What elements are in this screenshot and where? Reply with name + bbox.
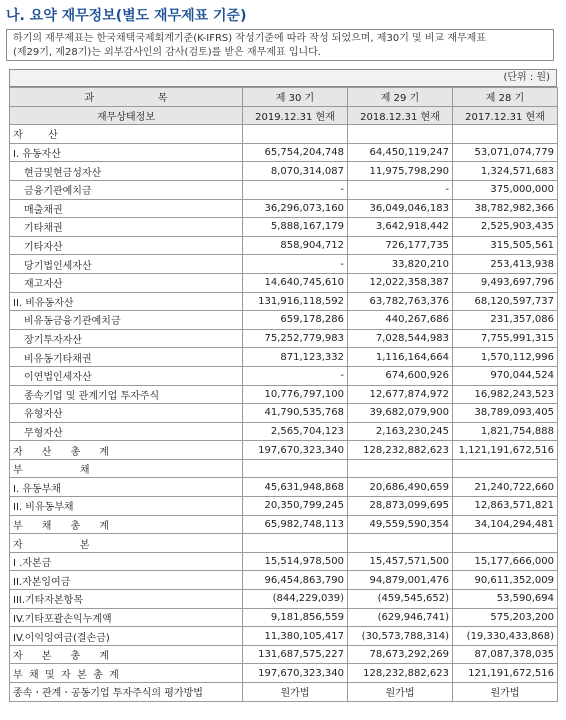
table-row — [10, 404, 558, 423]
table-row — [10, 125, 558, 144]
row-value: 5,888,167,179 — [243, 218, 348, 237]
header-period-30: 제 30 기 — [243, 88, 348, 107]
row-value — [348, 125, 453, 144]
table-row — [10, 683, 558, 702]
table-row — [10, 199, 558, 218]
row-label: 부 채 총 계 — [10, 515, 243, 534]
row-label: 매출채권 — [10, 199, 243, 218]
row-value: 2,163,230,245 — [348, 422, 453, 441]
table-row — [10, 162, 558, 181]
row-value: 11,975,798,290 — [348, 162, 453, 181]
table-row — [10, 273, 558, 292]
row-label: 현금및현금성자산 — [10, 162, 243, 181]
row-label: I .자본금 — [10, 552, 243, 571]
row-value: 53,071,074,779 — [453, 143, 558, 162]
row-value: - — [243, 366, 348, 385]
row-value — [243, 534, 348, 553]
row-value: 15,514,978,500 — [243, 552, 348, 571]
row-label: IV.기타포괄손익누계액 — [10, 608, 243, 627]
table-row — [10, 143, 558, 162]
row-label: 부 채 및 자 본 총 계 — [10, 664, 243, 683]
row-value: 231,357,086 — [453, 311, 558, 330]
row-value: - — [243, 180, 348, 199]
row-value: 674,600,926 — [348, 366, 453, 385]
row-value: 36,049,046,183 — [348, 199, 453, 218]
row-label: III.기타자본항목 — [10, 590, 243, 609]
row-value: 970,044,524 — [453, 366, 558, 385]
row-value — [243, 125, 348, 144]
subheader-row — [10, 106, 558, 125]
row-value: 41,790,535,768 — [243, 404, 348, 423]
row-value: 12,863,571,821 — [453, 497, 558, 516]
header-row — [10, 88, 558, 107]
row-value: 87,087,378,035 — [453, 645, 558, 664]
table-body — [10, 125, 558, 701]
row-label: II.자본잉여금 — [10, 571, 243, 590]
row-value: 78,673,292,269 — [348, 645, 453, 664]
table-row — [10, 608, 558, 627]
row-label: II. 비유동부채 — [10, 497, 243, 516]
notice-line-1: 하기의 재무제표는 한국채택국제회계기준(K-IFRS) 작성기준에 따라 작성 되었으며, 제30기 및 비교 재무제표 — [13, 33, 487, 44]
row-value: 128,232,882,623 — [348, 441, 453, 460]
table-row — [10, 366, 558, 385]
row-value: 53,590,694 — [453, 590, 558, 609]
row-label: I. 유동부채 — [10, 478, 243, 497]
table-row — [10, 180, 558, 199]
row-value: 45,631,948,868 — [243, 478, 348, 497]
row-label: 유형자산 — [10, 404, 243, 423]
row-value: (30,573,788,314) — [348, 627, 453, 646]
row-value: 64,450,119,247 — [348, 143, 453, 162]
notice-line-2: (제29기, 제28기)는 외부감사인의 감사(검토)를 받은 재무제표 입니다. — [13, 47, 321, 58]
row-value: 1,570,112,996 — [453, 348, 558, 367]
table-row — [10, 552, 558, 571]
subheader-statement: 재무상태정보 — [10, 106, 243, 125]
row-value: 253,413,938 — [453, 255, 558, 274]
table-row — [10, 292, 558, 311]
row-value: 38,782,982,366 — [453, 199, 558, 218]
row-value: 12,022,358,387 — [348, 273, 453, 292]
table-row — [10, 497, 558, 516]
row-value — [348, 459, 453, 478]
row-label: 이연법인세자산 — [10, 366, 243, 385]
row-value: 871,123,332 — [243, 348, 348, 367]
table-row — [10, 571, 558, 590]
row-value: 3,642,918,442 — [348, 218, 453, 237]
row-value: 1,121,191,672,516 — [453, 441, 558, 460]
row-value: 9,181,856,559 — [243, 608, 348, 627]
table-row — [10, 590, 558, 609]
row-value: 128,232,882,623 — [348, 664, 453, 683]
row-value: 11,380,105,417 — [243, 627, 348, 646]
row-value: 21,240,722,660 — [453, 478, 558, 497]
row-value: 75,252,779,983 — [243, 329, 348, 348]
row-value: 65,754,204,748 — [243, 143, 348, 162]
financial-summary-table — [9, 87, 558, 702]
table-row — [10, 664, 558, 683]
row-value: 49,559,590,354 — [348, 515, 453, 534]
row-label: 재고자산 — [10, 273, 243, 292]
table-row — [10, 478, 558, 497]
table-row — [10, 627, 558, 646]
row-value: 39,682,079,900 — [348, 404, 453, 423]
row-value: 34,104,294,481 — [453, 515, 558, 534]
row-value: 12,677,874,972 — [348, 385, 453, 404]
table-row — [10, 441, 558, 460]
row-label: 기타채권 — [10, 218, 243, 237]
row-value: 20,350,799,245 — [243, 497, 348, 516]
row-label: 장기투자자산 — [10, 329, 243, 348]
table-row — [10, 311, 558, 330]
table-row — [10, 645, 558, 664]
row-label: 비유동금융기관예치금 — [10, 311, 243, 330]
row-value: 8,070,314,087 — [243, 162, 348, 181]
row-value: (844,229,039) — [243, 590, 348, 609]
row-label: II. 비유동자산 — [10, 292, 243, 311]
row-value: 131,916,118,592 — [243, 292, 348, 311]
row-value: 1,116,164,664 — [348, 348, 453, 367]
row-label: 종속기업 및 관계기업 투자주식 — [10, 385, 243, 404]
row-label: 자 산 총 계 — [10, 441, 243, 460]
row-value: 10,776,797,100 — [243, 385, 348, 404]
row-label: 무형자산 — [10, 422, 243, 441]
row-value: 28,873,099,695 — [348, 497, 453, 516]
row-value — [453, 125, 558, 144]
row-value: 197,670,323,340 — [243, 441, 348, 460]
row-value: 9,493,697,796 — [453, 273, 558, 292]
row-value — [453, 534, 558, 553]
table-row — [10, 385, 558, 404]
header-period-28: 제 28 기 — [453, 88, 558, 107]
row-value: 131,687,575,227 — [243, 645, 348, 664]
row-value: 197,670,323,340 — [243, 664, 348, 683]
row-value: (459,545,652) — [348, 590, 453, 609]
row-value: - — [348, 180, 453, 199]
header-account: 과 목 — [10, 88, 243, 107]
row-value — [243, 459, 348, 478]
row-label: 금융기관예치금 — [10, 180, 243, 199]
row-value: 원가법 — [243, 683, 348, 702]
table-row — [10, 236, 558, 255]
row-value: 575,203,200 — [453, 608, 558, 627]
table-row — [10, 218, 558, 237]
table-row — [10, 348, 558, 367]
row-value: 16,982,243,523 — [453, 385, 558, 404]
row-label: 당기법인세자산 — [10, 255, 243, 274]
row-value: 2,525,903,435 — [453, 218, 558, 237]
row-value: 440,267,686 — [348, 311, 453, 330]
subheader-date-30: 2019.12.31 현재 — [243, 106, 348, 125]
row-value: (629,946,741) — [348, 608, 453, 627]
row-value: 36,296,073,160 — [243, 199, 348, 218]
row-label: 부 채 — [10, 459, 243, 478]
row-value: 14,640,745,610 — [243, 273, 348, 292]
row-value: 63,782,763,376 — [348, 292, 453, 311]
table-row — [10, 422, 558, 441]
row-value: 90,611,352,009 — [453, 571, 558, 590]
row-value: 원가법 — [348, 683, 453, 702]
row-value: 38,789,093,405 — [453, 404, 558, 423]
row-label: 자 산 — [10, 125, 243, 144]
row-value: 96,454,863,790 — [243, 571, 348, 590]
row-value: 15,457,571,500 — [348, 552, 453, 571]
notice-box — [6, 29, 554, 61]
row-value: 33,820,210 — [348, 255, 453, 274]
row-value: 121,191,672,516 — [453, 664, 558, 683]
row-value — [348, 534, 453, 553]
row-value: 858,904,712 — [243, 236, 348, 255]
row-value: 659,178,286 — [243, 311, 348, 330]
row-value: 375,000,000 — [453, 180, 558, 199]
row-value: 315,505,561 — [453, 236, 558, 255]
header-period-29: 제 29 기 — [348, 88, 453, 107]
subheader-date-29: 2018.12.31 현재 — [348, 106, 453, 125]
row-label: I. 유동자산 — [10, 143, 243, 162]
table-row — [10, 459, 558, 478]
row-value: 1,324,571,683 — [453, 162, 558, 181]
row-value: 7,028,544,983 — [348, 329, 453, 348]
row-label: 자 본 — [10, 534, 243, 553]
table-row — [10, 534, 558, 553]
row-value: 94,879,001,476 — [348, 571, 453, 590]
unit-label: (단위 : 원) — [9, 69, 557, 87]
row-label: 비유동기타채권 — [10, 348, 243, 367]
row-value: 2,565,704,123 — [243, 422, 348, 441]
row-value: 68,120,597,737 — [453, 292, 558, 311]
row-value: 15,177,666,000 — [453, 552, 558, 571]
row-label: IV.이익잉여금(결손금) — [10, 627, 243, 646]
row-value: 20,686,490,659 — [348, 478, 453, 497]
row-value: (19,330,433,868) — [453, 627, 558, 646]
section-title: 나. 요약 재무정보(별도 재무제표 기준) — [6, 8, 247, 24]
row-value: 726,177,735 — [348, 236, 453, 255]
row-label: 종속ㆍ관계ㆍ공동기업 투자주식의 평가방법 — [10, 683, 243, 702]
row-value: 7,755,991,315 — [453, 329, 558, 348]
row-value: - — [243, 255, 348, 274]
table-row — [10, 255, 558, 274]
row-label: 자 본 총 계 — [10, 645, 243, 664]
row-label: 기타자산 — [10, 236, 243, 255]
table-row — [10, 515, 558, 534]
table-row — [10, 329, 558, 348]
row-value: 원가법 — [453, 683, 558, 702]
row-value: 1,821,754,888 — [453, 422, 558, 441]
subheader-date-28: 2017.12.31 현재 — [453, 106, 558, 125]
row-value: 65,982,748,113 — [243, 515, 348, 534]
row-value — [453, 459, 558, 478]
